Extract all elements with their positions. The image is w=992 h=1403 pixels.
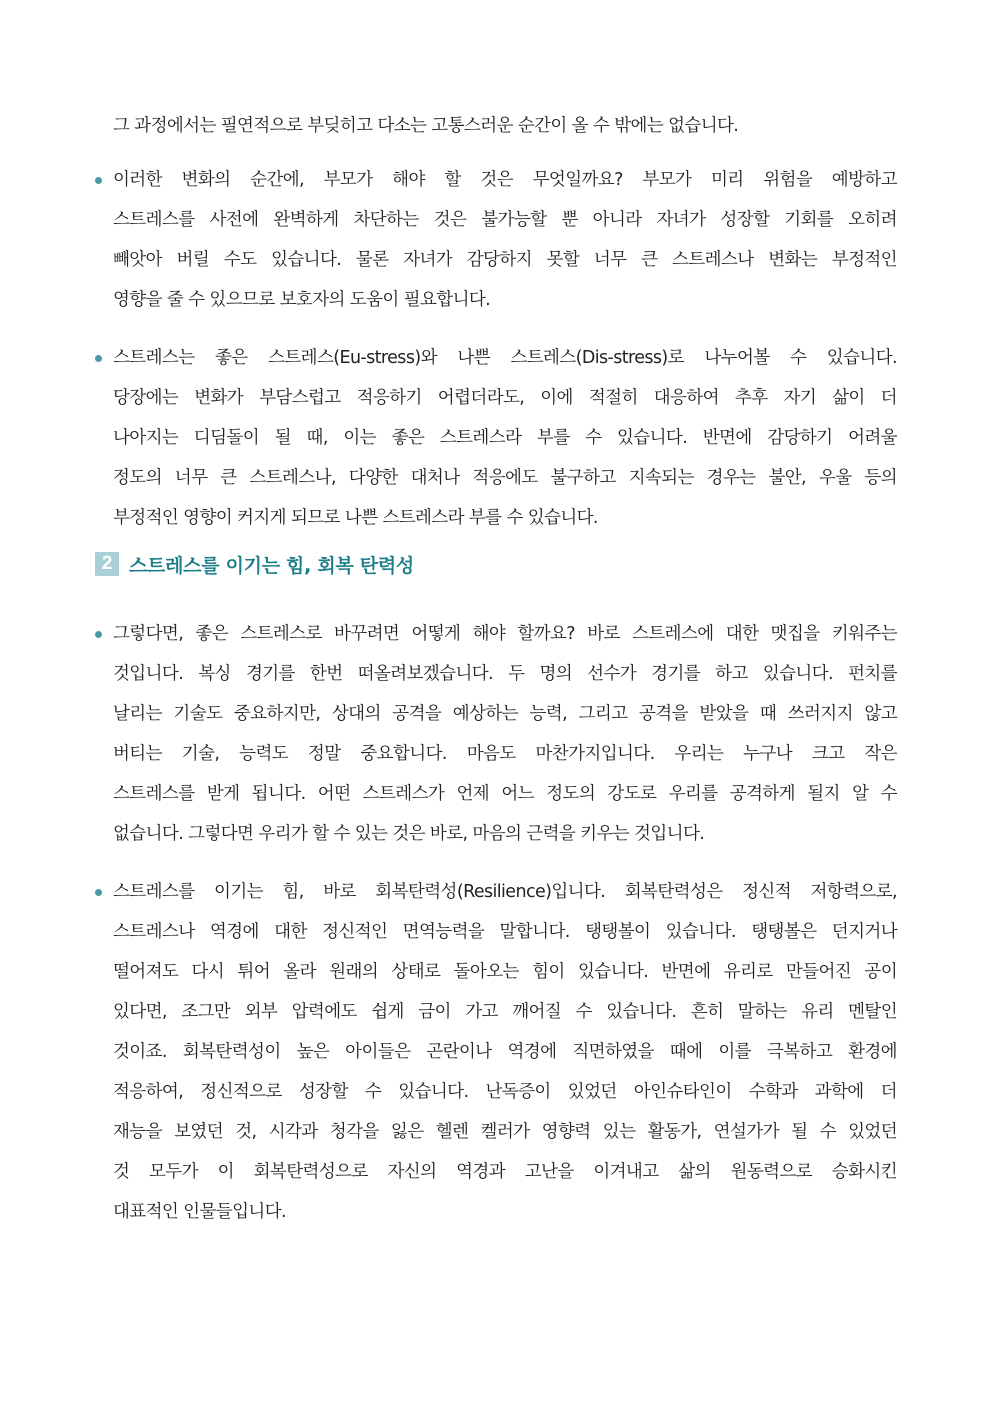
section-title: 스트레스를 이기는 힘, 회복 탄력성 bbox=[129, 554, 414, 577]
paragraph-line: 나아지는 디딤돌이 될 때, 이는 좋은 스트레스라 부를 수 있습니다. 반면에 감당하기 어려울 bbox=[113, 428, 897, 448]
paragraph-line: 스트레스는 좋은 스트레스(Eu-stress)와 나쁜 스트레스(Dis-stress)로 나누어볼 수 있습니다. bbox=[113, 348, 897, 368]
paragraph-line: 정도의 너무 큰 스트레스나, 다양한 대처나 적응에도 불구하고 지속되는 경우는 불안, 우울 등의 bbox=[113, 468, 897, 488]
paragraph-line: 이러한 변화의 순간에, 부모가 해야 할 것은 무엇일까요? 부모가 미리 위험을 예방하고 bbox=[113, 170, 897, 190]
paragraph-line: 없습니다. 그렇다면 우리가 할 수 있는 것은 바로, 마음의 근력을 키우는 것입니다. bbox=[113, 824, 705, 844]
paragraph-line: 있다면, 조그만 외부 압력에도 쉽게 금이 가고 깨어질 수 있습니다. 흔히 말하는 유리 멘탈인 bbox=[113, 1002, 897, 1022]
paragraph-line: 것이죠. 회복탄력성이 높은 아이들은 곤란이나 역경에 직면하였을 때에 이를 극복하고 환경에 bbox=[113, 1042, 897, 1062]
paragraph-line: 버티는 기술, 능력도 정말 중요합니다. 마음도 마찬가지입니다. 우리는 누구나 크고 작은 bbox=[113, 744, 897, 764]
bullet-icon bbox=[95, 889, 102, 896]
paragraph-line: 스트레스나 역경에 대한 정신적인 면역능력을 말합니다. 탱탱볼이 있습니다. 탱탱볼은 던지거나 bbox=[113, 922, 897, 942]
paragraph-line: 영향을 줄 수 있으므로 보호자의 도움이 필요합니다. bbox=[113, 290, 491, 310]
paragraph-line: 그 과정에서는 필연적으로 부딪히고 다소는 고통스러운 순간이 올 수 밖에는 없습니다. bbox=[113, 116, 739, 136]
bullet-icon bbox=[95, 355, 102, 362]
paragraph-line: 그렇다면, 좋은 스트레스로 바꾸려면 어떻게 해야 할까요? 바로 스트레스에 대한 맷집을 키워주는 bbox=[113, 624, 897, 644]
paragraph-line: 스트레스를 받게 됩니다. 어떤 스트레스가 언제 어느 정도의 강도로 우리를 공격하게 될지 알 수 bbox=[113, 784, 897, 804]
paragraph-line: 것 모두가 이 회복탄력성으로 자신의 역경과 고난을 이겨내고 삶의 원동력으로 승화시킨 bbox=[113, 1162, 897, 1182]
paragraph-line: 적응하여, 정신적으로 성장할 수 있습니다. 난독증이 있었던 아인슈타인이 수학과 과학에 더 bbox=[113, 1082, 897, 1102]
paragraph-line: 대표적인 인물들입니다. bbox=[113, 1202, 286, 1222]
paragraph-line: 스트레스를 이기는 힘, 바로 회복탄력성(Resilience)입니다. 회복탄력성은 정신적 저항력으로, bbox=[113, 882, 897, 902]
paragraph-line: 떨어져도 다시 튀어 올라 원래의 상태로 돌아오는 힘이 있습니다. 반면에 유리로 만들어진 공이 bbox=[113, 962, 897, 982]
paragraph-line: 당장에는 변화가 부담스럽고 적응하기 어렵더라도, 이에 적절히 대응하여 추후 자기 삶이 더 bbox=[113, 388, 897, 408]
paragraph-line: 것입니다. 복싱 경기를 한번 떠올려보겠습니다. 두 명의 선수가 경기를 하고 있습니다. 펀치를 bbox=[113, 664, 897, 684]
paragraph-line: 재능을 보였던 것, 시각과 청각을 잃은 헬렌 켈러가 영향력 있는 활동가, 연설가가 될 수 있었던 bbox=[113, 1122, 897, 1142]
paragraph-line: 날리는 기술도 중요하지만, 상대의 공격을 예상하는 능력, 그리고 공격을 받았을 때 쓰러지지 않고 bbox=[113, 704, 897, 724]
paragraph-line: 스트레스를 사전에 완벽하게 차단하는 것은 불가능할 뿐 아니라 자녀가 성장할 기회를 오히려 bbox=[113, 210, 897, 230]
paragraph-line: 빼앗아 버릴 수도 있습니다. 물론 자녀가 감당하지 못할 너무 큰 스트레스나 변화는 부정적인 bbox=[113, 250, 897, 270]
section-number-badge: 2 bbox=[95, 552, 119, 576]
paragraph-line: 부정적인 영향이 커지게 되므로 나쁜 스트레스라 부를 수 있습니다. bbox=[113, 508, 598, 528]
section-heading bbox=[95, 551, 414, 577]
bullet-icon bbox=[95, 631, 102, 638]
bullet-icon bbox=[95, 177, 102, 184]
